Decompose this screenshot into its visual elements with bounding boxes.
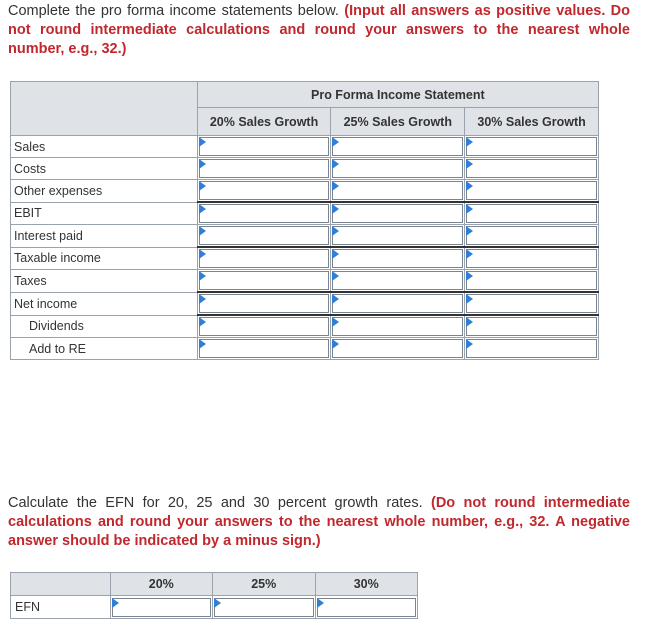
table-row: [11, 270, 599, 293]
other-expenses-30-input[interactable]: [466, 181, 597, 200]
efn-column-header-20: 20%: [110, 573, 212, 596]
taxable-income-30-input[interactable]: [466, 249, 597, 268]
table-title: Pro Forma Income Statement: [197, 82, 598, 108]
header-corner-lower: [11, 108, 198, 136]
table-row: [11, 596, 418, 619]
net-income-30-input[interactable]: [466, 294, 597, 313]
taxable-income-25-input[interactable]: [332, 249, 463, 268]
table-row: [11, 180, 599, 203]
ebit-20-input[interactable]: [199, 204, 330, 223]
instructions-efn: [8, 494, 630, 551]
costs-20-input[interactable]: [199, 159, 330, 178]
table-row: [11, 202, 599, 225]
sales-20-input[interactable]: [199, 137, 330, 156]
instruction-emphasis: (Do not round intermediate calculations and round your answers to the nearest whole number, e.g., 32. A negative answer should be indicated by a minus sign.): [8, 495, 630, 549]
table-row: [11, 136, 599, 158]
taxable-income-20-input[interactable]: [199, 249, 330, 268]
interest-paid-30-input[interactable]: [466, 226, 597, 245]
dividends-20-input[interactable]: [199, 317, 330, 336]
row-label-add-to-re: Add to RE: [11, 338, 198, 360]
efn-table: [10, 572, 418, 619]
dividends-30-input[interactable]: [466, 317, 597, 336]
taxes-25-input[interactable]: [332, 271, 463, 290]
row-label-net-income: Net income: [11, 292, 198, 315]
column-header-20: 20% Sales Growth: [197, 108, 331, 136]
instruction-text: Complete the pro forma income statements below.: [8, 3, 339, 19]
efn-25-input[interactable]: [214, 598, 313, 617]
instructions-income-statement: [8, 2, 630, 59]
row-label-taxes: Taxes: [11, 270, 198, 293]
row-label-sales: Sales: [11, 136, 198, 158]
instruction-text: Calculate the EFN for 20, 25 and 30 percent growth rates.: [8, 495, 423, 511]
efn-column-header-30: 30%: [315, 573, 418, 596]
add-to-re-30-input[interactable]: [466, 339, 597, 358]
taxes-30-input[interactable]: [466, 271, 597, 290]
row-label-costs: Costs: [11, 158, 198, 180]
column-header-25: 25% Sales Growth: [331, 108, 465, 136]
add-to-re-25-input[interactable]: [332, 339, 463, 358]
table-row: [11, 247, 599, 270]
net-income-25-input[interactable]: [332, 294, 463, 313]
table-row: [11, 158, 599, 180]
table-row: [11, 225, 599, 248]
instruction-emphasis: (Input all answers as positive values. Do not round intermediate calculations and round your answers to the nearest whole number, e.g., 32.): [8, 3, 631, 57]
other-expenses-25-input[interactable]: [332, 181, 463, 200]
table-row: [11, 292, 599, 315]
dividends-25-input[interactable]: [332, 317, 463, 336]
interest-paid-25-input[interactable]: [332, 226, 463, 245]
row-label-interest-paid: Interest paid: [11, 225, 198, 248]
sales-25-input[interactable]: [332, 137, 463, 156]
efn-20-input[interactable]: [112, 598, 211, 617]
header-corner: [11, 82, 198, 108]
other-expenses-20-input[interactable]: [199, 181, 330, 200]
sales-30-input[interactable]: [466, 137, 597, 156]
column-header-30: 30% Sales Growth: [465, 108, 599, 136]
taxes-20-input[interactable]: [199, 271, 330, 290]
costs-25-input[interactable]: [332, 159, 463, 178]
row-label-ebit: EBIT: [11, 202, 198, 225]
efn-column-header-25: 25%: [213, 573, 315, 596]
efn-header-corner: [11, 573, 111, 596]
table-row: [11, 338, 599, 360]
efn-row-label: EFN: [11, 596, 111, 619]
row-label-dividends: Dividends: [11, 315, 198, 338]
add-to-re-20-input[interactable]: [199, 339, 330, 358]
pro-forma-income-statement-table: [10, 81, 599, 360]
row-label-other-expenses: Other expenses: [11, 180, 198, 203]
table-row: [11, 315, 599, 338]
ebit-30-input[interactable]: [466, 204, 597, 223]
row-label-taxable-income: Taxable income: [11, 247, 198, 270]
net-income-20-input[interactable]: [199, 294, 330, 313]
interest-paid-20-input[interactable]: [199, 226, 330, 245]
ebit-25-input[interactable]: [332, 204, 463, 223]
costs-30-input[interactable]: [466, 159, 597, 178]
efn-30-input[interactable]: [317, 598, 417, 617]
